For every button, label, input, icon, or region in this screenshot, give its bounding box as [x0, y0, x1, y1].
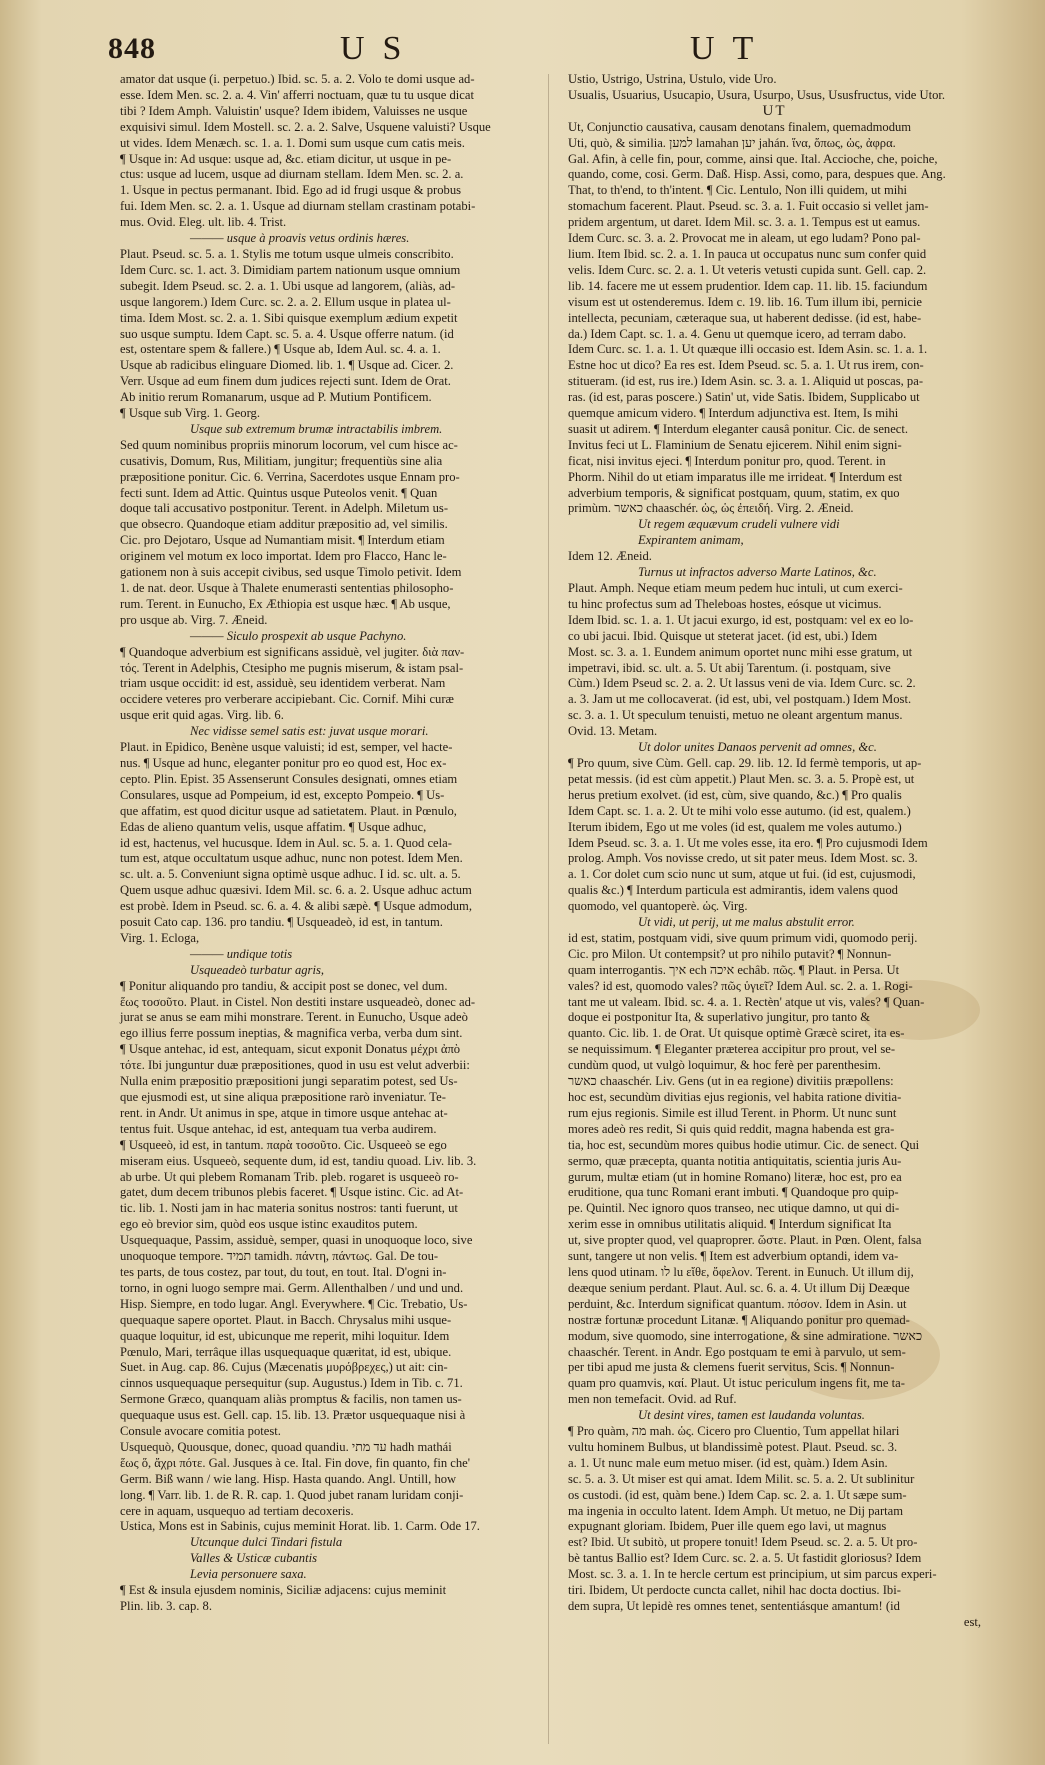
text-line: Most. sc. 3. a. 1. Eundem animum oportet nunc mihi esse gratum, ut — [568, 644, 913, 659]
text-line: cepto. Plin. Epist. 35 Assenserunt Consules designati, omnes etiam — [120, 771, 458, 786]
text-line: perduint, &c. Interdum significat quantum. πόσον. Idem in Asin. ut — [568, 1296, 907, 1311]
text-line: hoc est, secundùm divitias ejus regionis, vel habita ratione divitia- — [568, 1090, 902, 1104]
text-line: ctus: usque ad lucem, usque ad diurnam stellam. Idem Men. sc. 2. a. — [120, 167, 464, 182]
text-line: præpositione ponitur. Cic. 6. Verrina, Sacerdotes usque Ennam pro- — [120, 469, 460, 484]
text-line: vales? id est, quomodo vales? πῶς ὑγιεῖ? Idem Aul. sc. 2. a. 1. Rogi- — [568, 978, 913, 993]
text-line: ¶ Ponitur aliquando pro tandiu, & accipit post se donec, vel dum. — [120, 978, 448, 993]
text-line: tima. Idem Most. sc. 2. a. 1. Sibi quisque exemplum ædium expetit — [120, 310, 458, 325]
text-line: quequaque sapere oportet. Plaut. in Bacch. Chrysalus mihi usque- — [120, 1312, 452, 1327]
text-line: Utcunque dulci Tindari fistula — [190, 1535, 343, 1550]
text-line: Valles & Usticæ cubantis — [190, 1551, 317, 1566]
text-line: Idem Curc. sc. 3. a. 2. Provocat me in aleam, ut ego ludam? Pono pal- — [568, 231, 921, 246]
text-line: primùm. כאשר chaaschér. ὡς, ὡς ἐπειδή. Virg. 2. Æneid. — [568, 501, 854, 516]
text-line: Ut dolor unites Danaos pervenit ad omnes, &c. — [638, 740, 877, 755]
text-line: stitueram. (id est, rus ire.) Idem Asin. sc. 3. a. 1. Aliquid ut poscas, pa- — [568, 374, 924, 389]
text-line: Ut regem æquævum crudeli vulnere vidi — [638, 517, 840, 532]
text-line: a. 1. Cor dolet cum scio nunc ut sum, atque ut fui. (id est, cujusmodi, — [568, 867, 916, 882]
text-line: lium. Item Ibid. sc. 2. a. 1. In pauca ut occupatus nunc sum confer quid — [568, 246, 927, 261]
text-line: ¶ Pro quum, sive Cùm. Gell. cap. 29. lib. 12. Id fermè temporis, ut ap- — [568, 755, 922, 770]
text-line: cere in aquam, usquequo ad tertiam decoxeris. — [120, 1503, 354, 1518]
text-line: ut vides. Idem Menæch. sc. 1. a. 1. Domi sum usque cum catis meis. — [120, 135, 465, 150]
text-line: sc. 5. a. 3. Ut miser est qui amat. Idem Milit. sc. 5. a. 2. Ut sublinitur — [568, 1471, 915, 1486]
text-line: Usquequò, Quousque, donec, quoad quandiu. עד מתי hadh mathái — [120, 1439, 452, 1454]
text-line: rum ejus regionis. Simile est illud Terent. in Phorm. Ut nunc sunt — [568, 1105, 897, 1120]
text-line: gatet, dum decem tribunos plebis faceret. ¶ Usque istinc. Cic. ad At- — [120, 1185, 464, 1200]
text-line: pe. Quintil. Nec ignoro quos transeo, nec utique damno, ut qui di- — [568, 1201, 900, 1216]
text-line: Idem 12. Æneid. — [568, 549, 652, 564]
text-line: ¶ Est & insula ejusdem nominis, Siciliæ adjacens: cujus meminit — [120, 1583, 447, 1598]
text-line: id est, statim, postquam vidi, sive quum primum vidi, quomodo perij. — [568, 930, 918, 945]
text-line: Ut, Conjunctio causativa, causam denotans finalem, quemadmodum — [568, 119, 912, 134]
text-line: petat messis. (id est cùm appetit.) Plaut Men. sc. 3. a. 5. Propè est, ut — [568, 771, 915, 786]
text-line: occidere veteres pro verberare accipiebant. Cic. Cornif. Mihi curæ — [120, 692, 454, 707]
text-line: ἕως τοσοῦτο. Plaut. in Cistel. Non destiti instare usqueadeò, donec ad- — [120, 994, 476, 1009]
text-line: quemque amicum videro. ¶ Interdum adjunctiva est. Item, Is mihi — [568, 406, 899, 421]
text-line: ego illius ferre possum ineptias, & magnifica verba, verba dum sint. — [120, 1026, 463, 1041]
text-line: a. 1. Ut nunc male eum metuo miser. (id est, quàm.) Idem Asin. — [568, 1455, 888, 1470]
text-line: Cic. pro Milon. Ut contempsit? ut pro nihilo putavit? ¶ Nonnun- — [568, 946, 892, 961]
text-line: Uti, quò, & similia. למען lamahan יען jahán. ἵνα, ὅπως, ὡς, ἀφρα. — [568, 135, 896, 150]
text-line: tant me ut valeam. Ibid. sc. 4. a. 1. Rectèn' atque ut vis, vales? ¶ Quan- — [568, 994, 925, 1009]
text-line: est probè. Idem in Pseud. sc. 6. a. 4. & alibi sæpè. ¶ Usque admodum, — [120, 899, 472, 914]
text-line: UT — [762, 102, 787, 119]
text-line: Consule avocare comitia potest. — [120, 1424, 281, 1439]
text-line: adverbium temporis, & significat postquam, quum, statim, ex quo — [568, 485, 900, 500]
text-line: vultu hominem Bulbus, ut blandissimè potest. Plaut. Pseud. sc. 3. — [568, 1439, 898, 1454]
text-line: est? Ibid. Ut subitò, ut propere tonuit! Idem Pseud. sc. 2. a. 5. Ut pro- — [568, 1535, 918, 1550]
text-line: tic. lib. 1. Nosti jam in hac materia sonitus nostros: tanti fuerunt, ut — [120, 1201, 458, 1216]
text-line: exquisivi simul. Idem Mostell. sc. 2. a. 2. Salve, Usquene valuisti? Usque — [120, 119, 491, 134]
text-line: sermo, quæ præcepta, quanta notitia antiquitatis, scientia juris Au- — [568, 1153, 902, 1168]
text-line: quam interrogantis. איך ech איכה echâb. πῶς. ¶ Plaut. in Persa. Ut — [568, 962, 900, 977]
text-line: gurum, multæ etiam (ut in homine Romano) literæ, hoc est, pro ea — [568, 1169, 902, 1184]
text-line: per tibi apud me justa & clemens fuerit servitus, Scis. ¶ Nonnun- — [568, 1360, 895, 1375]
text-line: כאשר chaaschér. Liv. Gens (ut in ea regione) divitiis præpollens: — [568, 1074, 894, 1089]
text-line: herus pretium exolvet. (id est, cùm, sive quando, &c.) ¶ Pro qualis — [568, 787, 902, 802]
right-column — [568, 72, 981, 1631]
text-line: lib. 14. facere me ut essem prudentior. Idem cap. 11. lib. 15. faciundum — [568, 278, 928, 293]
text-line: long. ¶ Varr. lib. 1. de R. R. cap. 1. Quod jubet ranam luridam conji- — [120, 1487, 464, 1502]
text-line: velis. Idem Curc. sc. 2. a. 1. Ut veteris vetusti cupida sunt. Gell. cap. 2. — [568, 262, 927, 277]
text-line: ¶ Usque in: Ad usque: usque ad, &c. etiam dicitur, ut usque in pe- — [120, 151, 452, 166]
text-line: usque langorem.) Idem Curc. sc. 2. a. 2. Ellum usque in platea ul- — [120, 294, 451, 309]
text-line: mores adeò res redit, Si quis quid reddit, magna habenda est gra- — [568, 1121, 895, 1136]
text-line: Idem Curc. sc. 1. a. 1. Ut quæque illi occasio est. Idem Asin. sc. 1. a. 1. — [568, 342, 928, 357]
text-line: Most. sc. 3. a. 1. In te hercle certum est principium, ut sim parcus experi- — [568, 1567, 937, 1582]
text-line: τότε. Ibi junguntur duæ præpositiones, quod in usu est velut adverbii: — [120, 1058, 470, 1073]
text-line: cusativis, Domum, Rus, Militiam, jungitur; frequentiùs sine alia — [120, 453, 443, 468]
text-line: pridem argentum, ut daret. Idem Mil. sc. 3. a. 1. Tempus est ut eamus. — [568, 215, 921, 230]
text-line: Quem usque adhuc quæsivi. Idem Mil. sc. 6. a. 2. Usque adhuc actum — [120, 883, 472, 898]
text-line: os custodi. (id est, quàm bene.) Idem Cap. sc. 2. a. 1. Ut sæpe sum- — [568, 1487, 907, 1502]
text-line: est, ostentare spem & fallere.) ¶ Usque ab, Idem Aul. sc. 4. a. 1. — [120, 342, 441, 357]
text-line: Sermone Græco, quanquam aliàs promptus & facilis, non tamen us- — [120, 1392, 462, 1407]
text-line: sc. 3. a. 1. Ut speculum tenuisti, metuo ne oleant argentum manus. — [568, 708, 903, 723]
text-line: Nulla enim præpositio præpositioni jungi separatim potest, sed Us- — [120, 1074, 458, 1089]
text-line: miseram eius. Usqueeò, sequente dum, id est, tandiu quoad. Liv. lib. 3. — [120, 1153, 477, 1168]
text-line: 1. Usque in pectus permanant. Ibid. Ego ad id frugi usque & probus — [120, 183, 462, 198]
text-line: posuit Cato cap. 136. pro tandiu. ¶ Usqueadeò, id est, in tantum. — [120, 915, 443, 930]
text-line: Verr. Usque ad eum finem dum judices rejecti sunt. Idem de Orat. — [120, 374, 451, 389]
text-line: fecti sunt. Idem ad Attic. Quintus usque Puteolos venit. ¶ Quan — [120, 485, 438, 500]
text-line: Cùm.) Idem Pseud sc. 2. a. 2. Ut lassus veni de via. Idem Curc. sc. 2. — [568, 676, 916, 691]
text-line: That, to th'end, to th'intent. ¶ Cic. Lentulo, Non illi quidem, ut mihi — [568, 183, 908, 198]
text-line: rent. in Andr. Ut animus in spe, atque in timore usque antehac at- — [120, 1105, 448, 1120]
text-line: Plaut. in Epidico, Benène usque valuisti; id est, semper, vel hacte- — [120, 740, 453, 755]
text-line: xerim esse in omnibus utilitatis aliquid. ¶ Interdum significat Ita — [568, 1217, 892, 1232]
text-line: expugnant gloriam. Ibidem, Puer ille quem ego lavi, ut magnus — [568, 1519, 887, 1534]
text-line: tum est, atque occultatum usque adhuc, nunc non potest. Idem Men. — [120, 851, 463, 866]
text-line: cundùm quod, ut vulgò loquimur, & hoc ferè per parenthesim. — [568, 1058, 881, 1073]
text-line: tiri. Ibidem, Ut perdocte cuncta callet, nihil hac docta doctius. Ibi- — [568, 1583, 901, 1598]
text-line: gationem non à suis accepit civibus, sed usque Timolo petivit. Idem — [120, 565, 462, 580]
text-line: sc. ult. a. 5. Conveniunt signa optimè usque adhuc. I id. sc. ult. a. 5. — [120, 867, 461, 882]
text-line: originem vel motum ex loco importat. Idem pro Flacco, Hanc le- — [120, 549, 447, 564]
text-line: doque tali accusativo postponitur. Terent. in Adelph. Miletum us- — [120, 501, 449, 516]
text-line: ma ingenia in occulto latent. Idem Amph. Ut metuo, ne Dij partam — [568, 1503, 904, 1518]
text-line: mus. Ovid. Eleg. ult. lib. 4. Trist. — [120, 215, 287, 230]
text-line: dem supra, Ut lepidè res omnes tenet, sententiásque amantum! (id — [568, 1599, 900, 1613]
text-line: ——— Siculo prospexit ab usque Pachyno. — [190, 628, 407, 643]
text-line: Pœnulo, Mari, terrâque illas usquequaque quæritat, id est, ubique. — [120, 1344, 452, 1359]
text-line: visum est ut ostenderemus. Idem c. 19. lib. 16. Tum illum ibi, pernicie — [568, 294, 922, 309]
text-line: ——— undique totis — [190, 946, 293, 961]
text-line: ras. (id est, paras poscere.) Satin' ut, vide Satis. Ibidem, Supplicabo ut — [568, 390, 920, 405]
text-line: τός. Terent in Adelphis, Ctesipho me pugnis miserum, & istam psal- — [120, 660, 464, 675]
text-line: ἕως ὅ, ἄχρι πότε. Gal. Jusques à ce. Ital. Fin dove, fin quanto, fin che' — [120, 1455, 471, 1470]
text-line: ¶ Usque antehac, id est, antequam, sicut exponit Donatus μέχρι ἀπὸ — [120, 1042, 461, 1057]
text-line: amator dat usque (i. perpetuo.) Ibid. sc. 5. a. 2. Volo te domi usque ad- — [120, 72, 475, 86]
text-line: Usquequaque, Passim, assiduè, semper, quasi in unoquoque loco, sive — [120, 1233, 473, 1248]
text-line: Idem Pseud. sc. 3. a. 1. Ut me voles esse, ita ero. ¶ Pro cujusmodi Idem — [568, 835, 928, 850]
text-line: prolog. Amph. Vos novisse credo, ut sit pater meus. Idem Most. sc. 3. — [568, 851, 918, 866]
text-line: unoquoque tempore. תמיד tamidh. πάντη, πάντως. Gal. De tou- — [120, 1249, 439, 1264]
text-line: impetravi, ibid. sc. ult. a. 5. Ut abij Tarentum. (i. postquam, sive — [568, 660, 891, 675]
text-line: Ustio, Ustrigo, Ustrina, Ustulo, vide Uro. — [568, 72, 777, 86]
text-line: ¶ Usqueeò, id est, in tantum. παρὰ τοσοῦτο. Cic. Usqueeò se ego — [120, 1137, 447, 1152]
text-line: pro usque ab. Virg. 7. Æneid. — [120, 612, 268, 627]
text-line: chaaschér. Terent. in Andr. Ego postquam te emi à parvulo, ut sem- — [568, 1344, 906, 1359]
text-line: Consulares, usque ad Pompeium, id est, excepto Pompeio. ¶ Us- — [120, 787, 445, 802]
text-line: da.) Idem Capt. sc. 1. a. 4. Genu ut quemque icero, ad terram dabo. — [568, 326, 907, 341]
text-line: modum, sive quomodo, sine interrogatione, & sine admiratione. כאשר — [568, 1328, 923, 1343]
text-line: tentus fuit. Usque antehac, id est, antequam tua verba audirem. — [120, 1121, 437, 1136]
text-line: deæque senium perdant. Plaut. Aul. sc. 6. a. 4. Ut illum Dij Deæque — [568, 1280, 910, 1295]
text-line: men non temefacit. Ovid. ad Ruf. — [568, 1392, 737, 1407]
text-line: ut, sive propter quod, vel quaproprer. ὥστε. Plaut. in Pœn. Olent, falsa — [568, 1233, 922, 1248]
text-line: Idem Ibid. sc. 1. a. 1. Ut jacui exurgo, id est, postquam: vel ex eo lo- — [568, 612, 914, 627]
text-line: Virg. 1. Ecloga, — [120, 930, 200, 945]
text-line: id est, hactenus, vel hucusque. Idem in Aul. sc. 5. a. 1. Quod cela- — [120, 835, 452, 850]
column-rule — [548, 74, 549, 1744]
text-line: quanto. Cic. lib. 1. de Orat. Ut quisque optimè Græcè sciret, ita es- — [568, 1026, 905, 1041]
text-line: jurat se anus se eam mihi monstrare. Terent. in Eunucho, Usque adeò — [120, 1010, 468, 1025]
text-line: Ovid. 13. Metam. — [568, 724, 658, 739]
text-line: Turnus ut infractos adverso Marte Latinos, &c. — [638, 565, 877, 580]
right-running-head: UT — [690, 30, 772, 67]
text-line: quando, come, cosi. Germ. Daß. Hisp. Assi, como, para, despues que. Ang. — [568, 167, 946, 182]
text-line: 1. de nat. deor. Usque à Thalete enumerasti sententias philosopho- — [120, 581, 454, 595]
text-line: tes parts, de tous costez, par tout, du tout, en tout. Ital. D'ogni in- — [120, 1264, 447, 1279]
text-line: bè tantus Ballio est? Idem Curc. sc. 2. a. 5. Ut fastidit gloriosus? Idem — [568, 1551, 922, 1566]
text-line: doque ei postponitur Ita, & superlativo jungitur, pro tanto & — [568, 1010, 871, 1025]
text-line: quam pro quamvis, καί. Plaut. Ut istuc periculum ingens fit, me ta- — [568, 1376, 905, 1391]
text-line: Invitus feci ut L. Flaminium de Senatu ejicerem. Nihil enim signi- — [568, 437, 902, 452]
text-line: esse. Idem Men. sc. 2. a. 4. Vin' afferri noctuam, quæ tu tu usque dicat — [120, 87, 474, 102]
text-line: ab urbe. Ut qui plebem Romanam Trib. pleb. rogaret is usqueeò ro- — [120, 1169, 459, 1184]
text-line: Germ. Biß wann / wie lang. Hisp. Hasta quando. Angl. Untill, how — [120, 1471, 457, 1486]
page-number: 848 — [108, 32, 156, 65]
text-line: Plaut. Amph. Neque etiam meum pedem huc intuli, ut cum exerci- — [568, 581, 903, 595]
text-line: se nequissimum. ¶ Eleganter præterea accipitur pro prout, vel se- — [568, 1042, 896, 1057]
text-line: tia, hoc est, secundùm mores quibus hodie utimur. Cic. de senect. Qui — [568, 1137, 920, 1152]
text-line: suasit ut adirem. ¶ Interdum eleganter causâ ponitur. Cic. de senect. — [568, 421, 909, 436]
text-line: Usque sub extremum brumæ intractabilis imbrem. — [190, 421, 443, 436]
text-line: ¶ Usque sub Virg. 1. Georg. — [120, 406, 260, 421]
text-line: a. 3. Jam ut me collocaverat. (id est, ubi, vel postquam.) Idem Most. — [568, 692, 912, 707]
text-line: quomodo, vel quantoperè. ὡς. Virg. — [568, 899, 748, 914]
text-line: fui. Idem Men. sc. 2. a. 1. Usque ad diurnam stellam crastinam potabi- — [120, 199, 476, 214]
text-line: co ubi jacui. Ibid. Quisque ut steterat jacet. (id est, ubi.) Idem — [568, 628, 878, 643]
text-line: Phorm. Nihil do ut etiam imparatus ille me irrideat. ¶ Interdum est — [568, 469, 903, 484]
text-line: tu hinc profectus sum ad Theleboas hostes, eósque ut vicimus. — [568, 596, 882, 611]
text-line: Plin. lib. 3. cap. 8. — [120, 1599, 212, 1613]
text-line: stomachum facerent. Plaut. Pseud. sc. 3. a. 1. Fuit occasio si vellet jam- — [568, 199, 929, 214]
text-line: sunt, tangere ut non velis. ¶ Item est adverbium optandi, idem va- — [568, 1249, 899, 1264]
text-line: Idem Curc. sc. 1. act. 3. Dimidiam partem nationum usque omnium — [120, 262, 461, 277]
text-line: nostræ fortunæ procedunt Litanæ. ¶ Aliquando ponitur pro quemad- — [568, 1312, 910, 1327]
text-line: Estne hoc ut dico? Ea res est. Idem Pseud. sc. 5. a. 1. Ut rus irem, con- — [568, 358, 924, 373]
text-line: que obsecro. Quandoque etiam additur præpositio ad, vel similis. — [120, 517, 448, 532]
text-line: que ejusmodi est, ut sine aliqua præpositione rarò inveniatur. Te- — [120, 1090, 446, 1104]
text-line: Suet. in Aug. cap. 86. Cujus (Mæcenatis μυρόβρεχες,) ut ait: cin- — [120, 1360, 448, 1375]
text-line: Hisp. Siempre, en todo lugar. Angl. Everywhere. ¶ Cic. Trebatio, Us- — [120, 1296, 468, 1311]
left-column — [120, 72, 533, 1615]
text-line: Sed quum nominibus propriis minorum locorum, vel cum hisce ac- — [120, 437, 458, 452]
text-line: Idem Capt. sc. 1. a. 2. Ut te mihi volo esse autumo. (id est, qualem.) — [568, 803, 911, 818]
text-line: Ustica, Mons est in Sabinis, cujus meminit Horat. lib. 1. Carm. Ode 17. — [120, 1519, 480, 1534]
text-line: qualis &c.) ¶ Interdum particula est admirantis, idem valens quod — [568, 883, 898, 898]
left-running-head: US — [340, 30, 420, 67]
text-line: ——— usque à proavis vetus ordinis hæres. — [190, 231, 410, 246]
text-line: Ab initio rerum Romanarum, usque ad P. Mutium Pontificem. — [120, 390, 432, 405]
text-line: Edas de alieno quantum velis, usque affatim. ¶ Usque adhuc, — [120, 819, 427, 834]
text-line: Expirantem animam, — [638, 533, 744, 548]
text-line: nus. ¶ Usque ad hunc, eleganter ponitur pro eo quod est, Hoc ex- — [120, 755, 447, 770]
text-line: torno, in ogni luogo sempre mai. Germ. Allenthalben / und und und. — [120, 1280, 464, 1295]
text-line: intellecta, pecuniam, cæteraque sua, ut haberent dedisse. (id est, habe- — [568, 310, 922, 325]
text-line: Cic. pro Dejotaro, Usque ad Numantiam misit. ¶ Interdum etiam — [120, 533, 445, 548]
text-line: est, — [963, 1614, 981, 1629]
text-line: quaque loquitur, id est, ubicunque me reperit, mihi loquitur. Idem — [120, 1328, 450, 1343]
text-line: quequaque usus est. Gell. cap. 15. lib. 13. Prætor usquequaque nisi à — [120, 1408, 466, 1423]
text-line: ¶ Pro quàm, מה mah. ὡς. Cicero pro Cluentio, Tum appellat hilari — [568, 1424, 900, 1439]
text-line: triam usque occidit: id est, assiduè, seu identidem verberat. Nam — [120, 676, 446, 691]
text-line: Usqueadeò turbatur agris, — [190, 962, 324, 977]
text-line: Usque ab radicibus elinguare Diomed. lib. 1. ¶ Usque ad. Cicer. 2. — [120, 358, 454, 373]
text-line: Nec vidisse semel satis est: juvat usque morari. — [190, 724, 429, 739]
text-line: Iterum ibidem, Ego ut me voles (id est, qualem me voles autumo.) — [568, 819, 902, 834]
text-line: que affatim, est quod dicitur usque ad satietatem. Plaut. in Pœnulo, — [120, 803, 457, 818]
text-line: usque erit quid agas. Virg. lib. 6. — [120, 708, 284, 723]
text-line: ego eò brevior sim, quòd eos usque istinc exauditos putem. — [120, 1217, 418, 1232]
text-line: cinnos usquequaque persequitur (sup. Augustus.) Idem in Tib. c. 71. — [120, 1376, 463, 1391]
text-line: rum. Terent. in Eunucho, Ex Æthiopia est usque hæc. ¶ Ab usque, — [120, 596, 451, 611]
text-line: Ut vidi, ut perij, ut me malus abstulit error. — [638, 915, 855, 930]
text-line: Levia personuere saxa. — [190, 1567, 307, 1582]
text-line: suo usque sumptu. Idem Capt. sc. 5. a. 4. Usque offerre natum. (id — [120, 326, 454, 341]
text-line: lens quod utinam. לו lu εἴθε, ὄφελον. Terent. in Eunuch. Ut illum dij, — [568, 1264, 914, 1279]
text-line: Plaut. Pseud. sc. 5. a. 1. Stylis me totum usque ulmeis conscribito. — [120, 246, 454, 261]
text-line: tibi ? Idem Amph. Valuistin' usque? Idem ibidem, Valuisses ne usque — [120, 103, 468, 118]
text-line: ¶ Quandoque adverbium est significans assiduè, vel jugiter. διὰ παν- — [120, 644, 465, 659]
text-line: Gal. Afin, à celle fin, pour, comme, ainsi que. Ital. Accioche, che, poiche, — [568, 151, 938, 166]
text-line: Usualis, Usuarius, Usucapio, Usura, Usurpo, Usus, Ususfructus, vide Utor. — [568, 87, 946, 102]
text-line: Ut desint vires, tamen est laudanda voluntas. — [638, 1408, 865, 1423]
running-header — [0, 28, 1045, 78]
text-line: ficat, nisi invitus ejeci. ¶ Interdum ponitur pro, quod. Terent. in — [568, 453, 886, 468]
text-line: eruditione, qua tunc Romani erant imbuti. ¶ Quandoque pro quip- — [568, 1185, 899, 1200]
text-line: subegit. Idem Pseud. sc. 2. a. 1. Ubi usque ad langorem, (aliàs, ad- — [120, 278, 456, 293]
